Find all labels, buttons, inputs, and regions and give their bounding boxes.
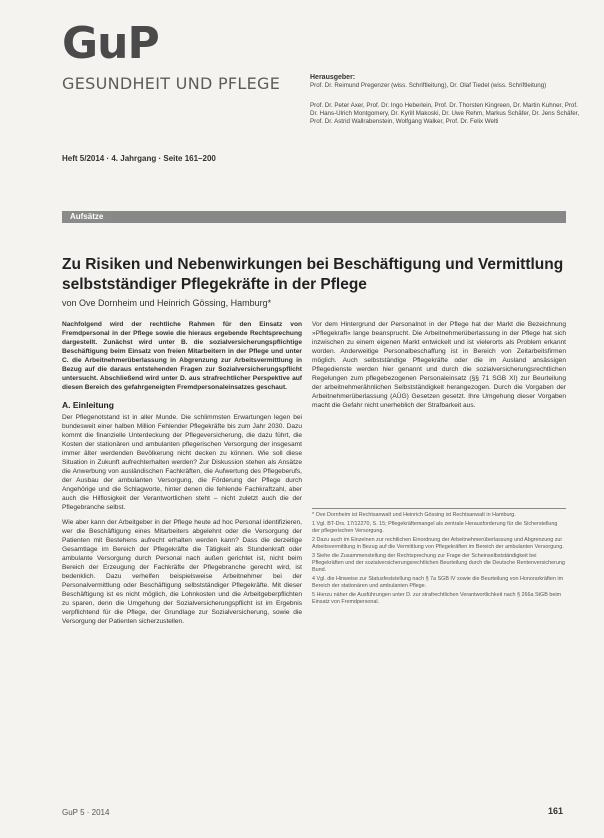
section-bar bbox=[62, 211, 566, 223]
article-title: Zu Risiken und Nebenwirkungen bei Beschäftigung und Vermittlung selbstständiger Pflegekräfte in der Pflege bbox=[62, 256, 564, 293]
footnote: 3 Siehe die Zusammenstellung der Rechtsprechung zur Frage der Scheinselbstständigkeit bei Pflegekräften und der sozialversicherungsrechtlichen Beurteilung durch die Deutsche Rentenversicherung Bund. bbox=[312, 553, 565, 573]
left-column bbox=[62, 320, 302, 632]
section-label: Aufsätze bbox=[62, 211, 111, 223]
footnote: 5 Hierzu näher die Ausführungen unter D. zur strafrechtlichen Verantwortlichkeit nach § 266a StGB beim Einsatz von Fremdpersonal. bbox=[312, 592, 562, 605]
footnote: * Ove Dornheim ist Rechtsanwalt und Heinrich Gössing ist Rechtsanwalt in Hamburg. bbox=[312, 512, 516, 518]
article-authors: von Ove Dornheim und Heinrich Gössing, Hamburg* bbox=[62, 298, 272, 308]
section-a-paragraph-2: Wie aber kann der Arbeitgeber in der Pflege heute ad hoc Personal identifizieren, wer die Beschäftigung eines Mitarbeiters abgelehnt oder die Versorgung der Patienten mit Bestehens aufrecht erhalten werden kann? Dass die derzeitige Gesamtlage im Bereich der Pflegekräfte die Tätigkeit als Stundenkraft oder ambulante Versorgung durch Personal nach außen gerichtet ist, nicht beim Bereich der Erzeugung der Fachkräfte der Pflegebranche gerecht wird, ist bedenklich. Dazu verhelfen beispielsweise Arbeitnehmer bei der Personalvermittlung oder Beschäftigung selbstständiger Pflegekräfte. Mit dieser Beschäftigung ist es nicht möglich, die Lohnkosten und die Arbeitgeberpflichten zu sparen, denn die Umgehung der Sozialversicherungspflicht ist im Ergebnis verpflichtend für die Pflege, der Grundlage zur Sozialversicherung, sowie die Versorgung der Patienten sicherzustellen. bbox=[62, 519, 302, 625]
right-column bbox=[312, 320, 566, 416]
issue-line: Heft 5/2014 · 4. Jahrgang · Seite 161–200 bbox=[62, 154, 216, 163]
section-a-paragraph-1: Der Pflegenotstand ist in aller Munde. Die schlimmsten Erwartungen legen bei bundesweit einer halben Million Fehlender Pflegekräfte bis zum Jahr 2030. Dazu kommt die finanzielle Unterdeckung der Pflegeversicherung, die dazu führt, die Kosten der stationären und ambulanten pflegerischen Versorgung der insgesamt immer älter werdenden Bevölkerung nicht decken zu können. Wie soll diese Situation in Zukunft aufrechterhalten werden? Zur Diskussion stehen als Ansätze die Anwerbung von ausländischen Fachkräften, die Aufwertung des Pflegeberufs, der Ausbau der ambulanten Versorgung, die Förderung der Pflege durch Angehörige und die Schlagworte, hinter denen die fehlende Fachkraftzahl, aber auch die Hilflosigkeit der Verantwortlichen steht – nicht zuletzt auch die der Pflegebranche selbst. bbox=[62, 414, 302, 511]
footer-journal: GuP 5 · 2014 bbox=[62, 808, 110, 817]
journal-subtitle: GESUNDHEIT UND PFLEGE bbox=[62, 74, 281, 93]
footnote: 4 Vgl. die Hinweise zur Statusfeststellung nach § 7a SGB IV sowie die Beurteilung von Honorarkräften im Bereich der stationären und ambulanten Pflege. bbox=[312, 576, 564, 589]
right-paragraph-1: Vor dem Hintergrund der Personalnot in der Pflege hat der Markt die Bezeichnung »Pflegekraft« lange beansprucht. Die Arbeitnehmerüberlassung in der Pflege hat sich inzwischen zu einem eigenen Markt entwickelt und ist vielerorts als Problem erkannt worden. Anderweitige Personalbeschaffung ist in Bereich von Zeitarbeitsfirmen möglich. Auch selbstständige Pflegekräfte oder die im Ausland ansässigen Pflegedienste werden hier genannt und durch die sozialversicherungsrechtlichen Regelungen zum pflegebezogenen Personaleinsatz (§§ 71 SGB XI) zur Beurteilung der arbeitnehmerähnlichen Selbstständigkeit herangezogen. Durch die Vorgaben der Arbeitnehmerüberlassung (AÜG) Gesetzen gesetzt. Ihre Umgehung dieser Vorgaben macht die Gefahr nicht unerheblich der Strafbarkeit aus. bbox=[312, 321, 566, 409]
section-a-heading: A. Einleitung bbox=[62, 400, 114, 410]
footnote: 2 Dazu auch im Einzelnen zur rechtlichen Einordnung der Arbeitnehmerüberlassung und Abgrenzung zur Arbeitsvermittlung in Bezug auf die Vermittlung von Pflegekräften im Bereich der ambulanten Versorgung. bbox=[312, 537, 564, 550]
publisher-board: Prof. Dr. Peter Axer, Prof. Dr. Ingo Heberlein, Prof. Dr. Thorsten Kingreen, Dr. Martin Kuhner, Prof. Dr. Hans-Ulrich Montgomery, Dr. Kyrill Makoski, Dr. Uwe Rehm, Markus Schäfer, Dr. Jens Schäfer, Prof. Dr. Astrid Wallrabenstein, Wolfgang Walker, Prof. Dr. Felix Welti bbox=[310, 102, 580, 125]
footnote: 1 Vgl. BT-Drs. 17/12270, S. 15; Pflegekräftemangel als zentrale Herausforderung für die Sicherstellung der pflegerischen Versorgung. bbox=[312, 521, 558, 534]
publisher-editors: Prof. Dr. Reimund Pregenzer (wiss. Schriftleitung), Dr. Olaf Tiedel (wiss. Schriftleitung) bbox=[310, 82, 547, 89]
publisher-label: Herausgeber: bbox=[310, 74, 356, 81]
article-abstract: Nachfolgend wird der rechtliche Rahmen für den Einsatz von Fremdpersonal in der Pflege sowie die hieraus ergebende Rechtsprechung dargestellt. Zunächst wird unter B. die sozialversicherungspflichtige Beschäftigung beim Einsatz von freien Mitarbeitern in der Pflege und unter C. die Arbeitnehmerüberlassung in Abgrenzung zur Arbeitsvermittlung in Bezug auf die daraus entstehenden Fragen zur Sozialversicherungspflicht untersucht. Abschließend wird unter D. aus strafrechtlicher Perspektive auf diesen Bereich des gefahrgeneigten Fremdpersonaleinsatzes geschaut. bbox=[62, 321, 302, 391]
publisher-block bbox=[310, 74, 580, 126]
journal-logo: GuP bbox=[62, 18, 159, 69]
page-number: 161 bbox=[548, 806, 564, 816]
footnotes bbox=[312, 508, 566, 608]
